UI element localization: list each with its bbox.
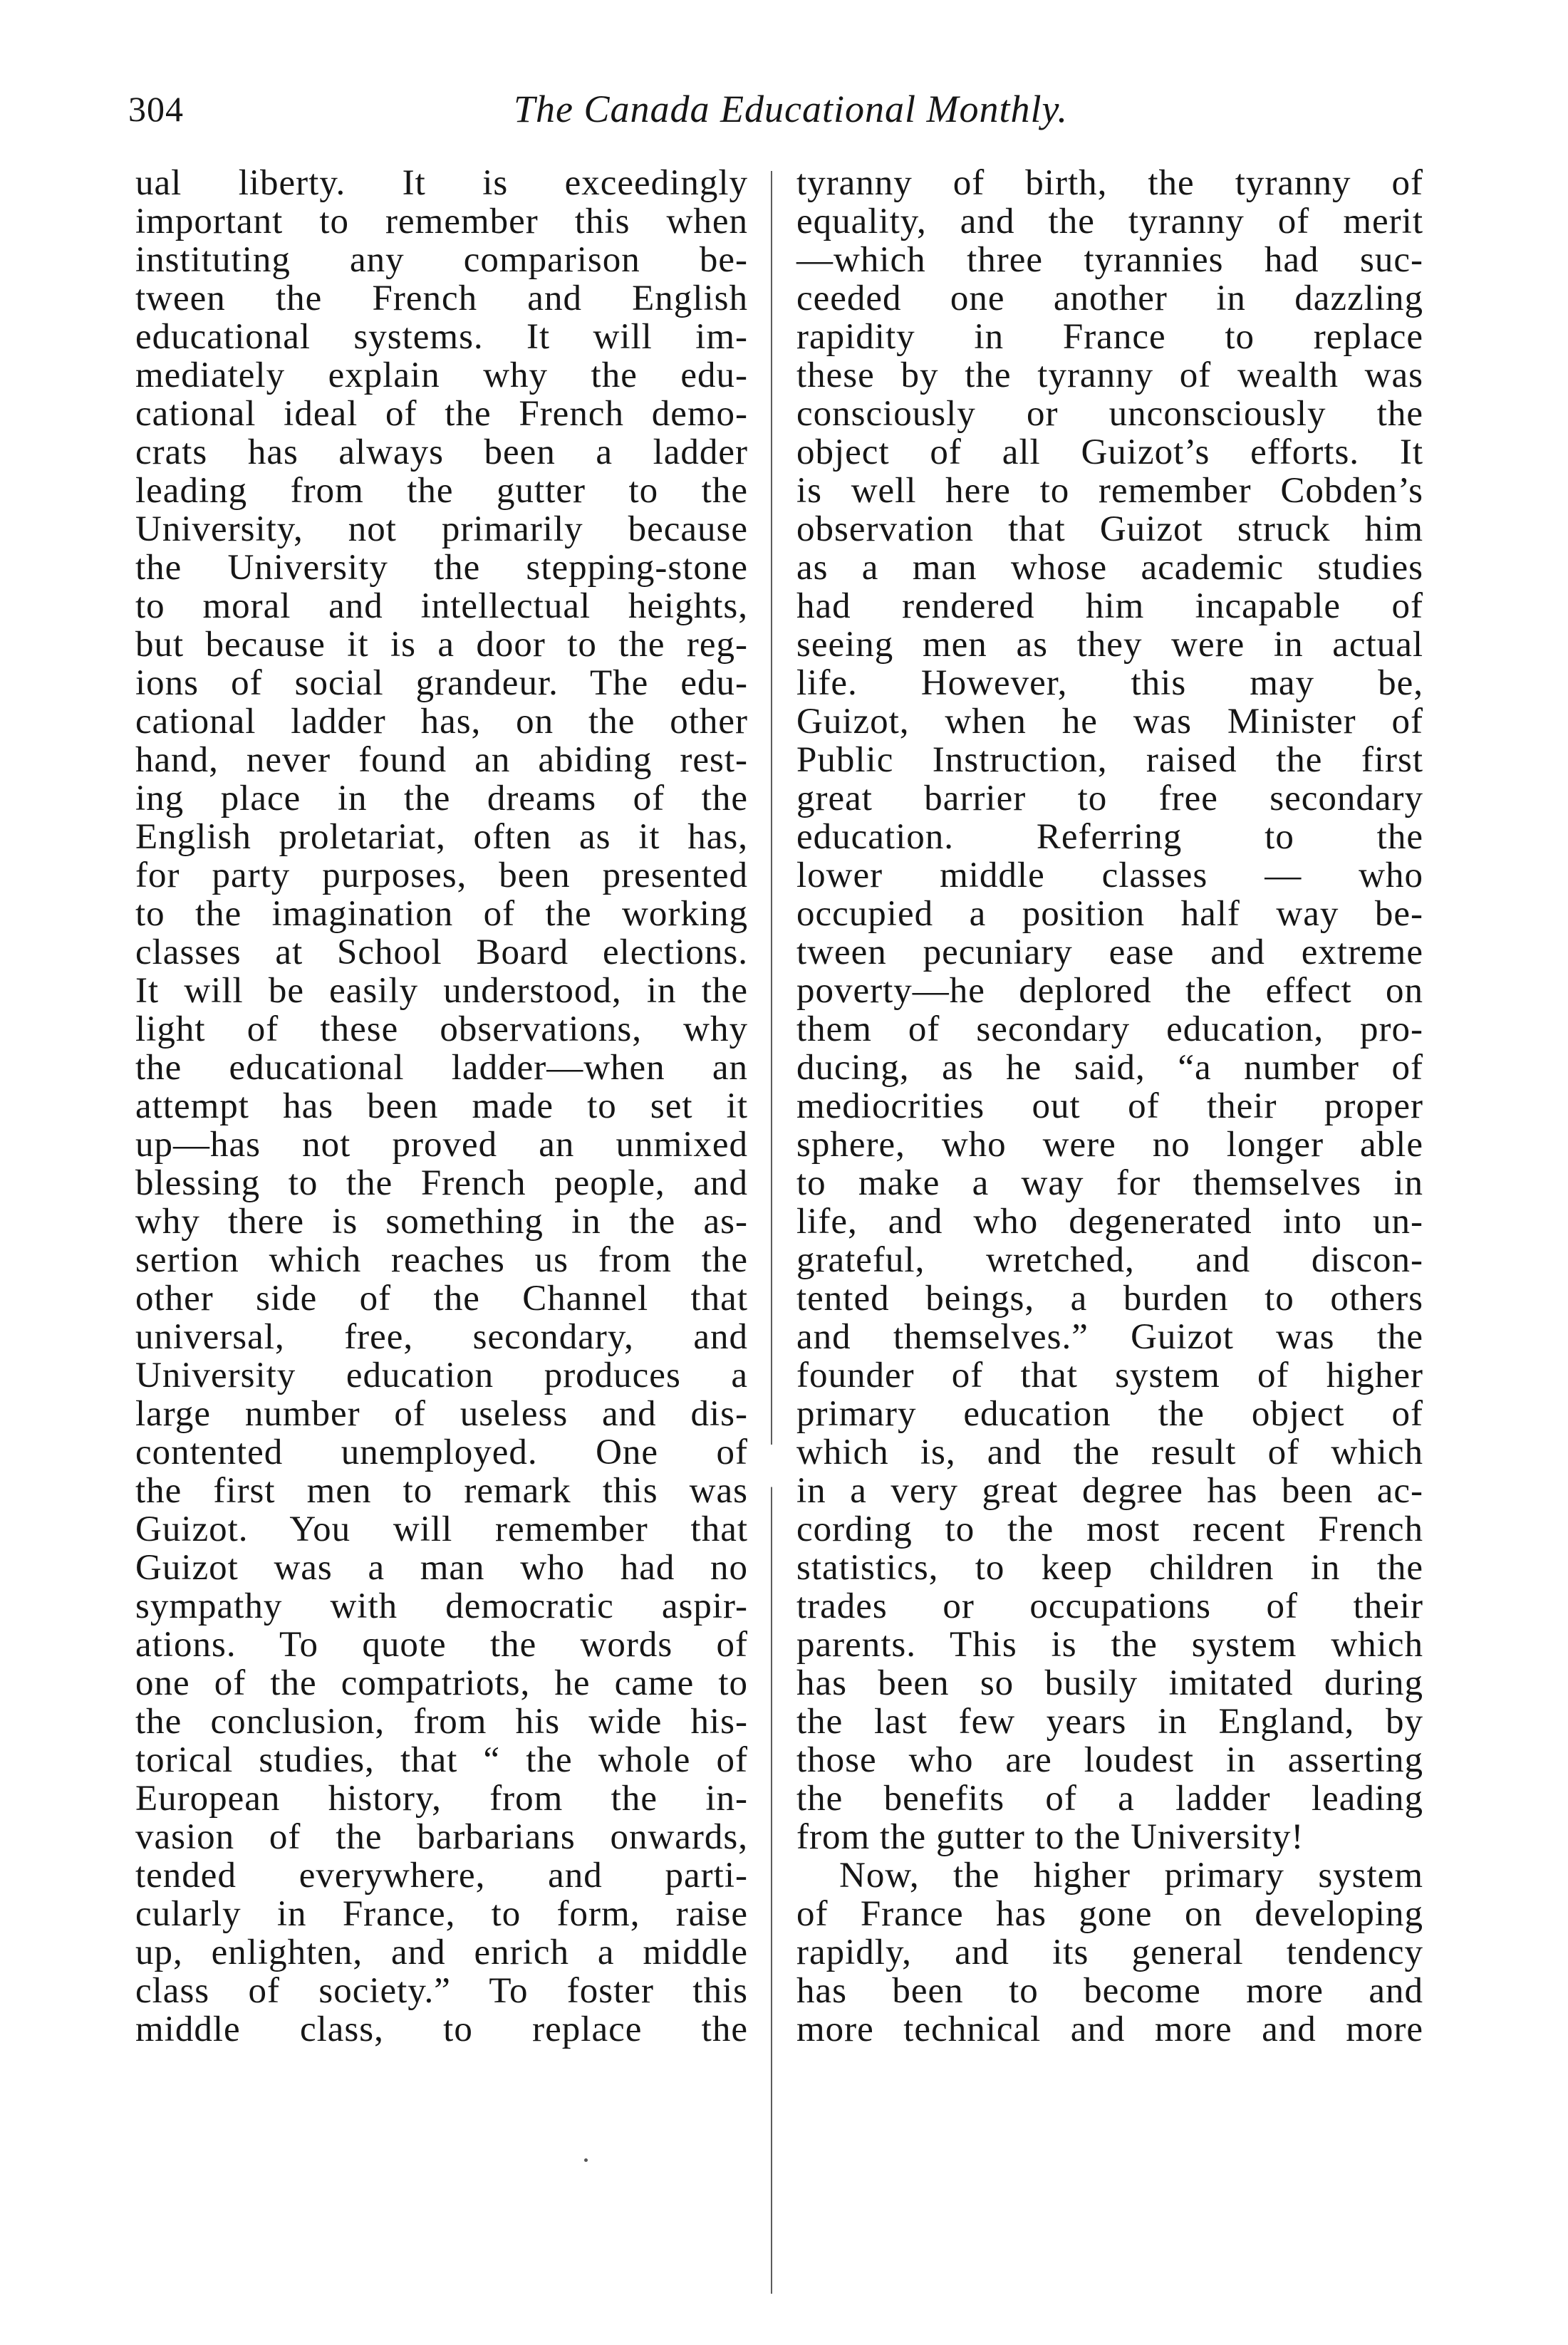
text-line: tween pecuniary ease and extreme (796, 932, 1423, 972)
text-line: sertion which reaches us from the (135, 1240, 748, 1280)
text-line: the first men to remark this was (135, 1471, 748, 1511)
column-divider (771, 171, 772, 2294)
text-line: education. Referring to the (796, 817, 1423, 857)
text-line: has been to become more and (796, 1971, 1423, 2011)
text-line: which is, and the result of which (796, 1433, 1423, 1472)
text-line: observation that Guizot struck him (796, 509, 1423, 549)
text-line: other side of the Channel that (135, 1279, 748, 1319)
text-line: those who are loudest in asserting (796, 1740, 1423, 1780)
page-number: 304 (128, 89, 184, 129)
text-line: Public Instruction, raised the first (796, 740, 1423, 780)
text-line: more technical and more and more (796, 2009, 1423, 2049)
text-line: seeing men as they were in actual (796, 625, 1423, 665)
text-line: the last few years in England, by (796, 1702, 1423, 1742)
text-line: ual liberty. It is exceedingly (135, 163, 748, 203)
text-line: educational systems. It will im- (135, 317, 748, 357)
text-line: cording to the most recent French (796, 1509, 1423, 1549)
text-line: sphere, who were no longer able (796, 1125, 1423, 1165)
text-line: has been so busily imitated during (796, 1663, 1423, 1703)
text-line: sympathy with democratic aspir- (135, 1586, 748, 1626)
text-line: for party purposes, been presented (135, 856, 748, 895)
text-line: the conclusion, from his wide his- (135, 1702, 748, 1742)
text-line: torical studies, that “ the whole of (135, 1740, 748, 1780)
text-line: one of the compatriots, he came to (135, 1663, 748, 1703)
text-line: tended everywhere, and parti- (135, 1856, 748, 1896)
text-line: them of secondary education, pro- (796, 1009, 1423, 1049)
text-line: equality, and the tyranny of merit (796, 202, 1423, 241)
text-line: middle class, to replace the (135, 2009, 748, 2049)
text-line: crats has always been a ladder (135, 432, 748, 472)
text-line: cularly in France, to form, raise (135, 1894, 748, 1934)
text-line: light of these observations, why (135, 1009, 748, 1049)
text-line: University education produces a (135, 1356, 748, 1395)
text-line: the benefits of a ladder leading (796, 1779, 1423, 1819)
right-text-column (796, 164, 1423, 2049)
text-line: attempt has been made to set it (135, 1086, 748, 1126)
text-line: why there is something in the as- (135, 1202, 748, 1242)
text-line: up, enlighten, and enrich a middle (135, 1933, 748, 1972)
text-line: founder of that system of higher (796, 1356, 1423, 1395)
text-line: ations. To quote the words of (135, 1625, 748, 1665)
text-line: Guizot, when he was Minister of (796, 702, 1423, 742)
text-line: grateful, wretched, and discon- (796, 1240, 1423, 1280)
text-line: instituting any comparison be- (135, 240, 748, 280)
running-title: The Canada Educational Monthly. (514, 88, 1068, 130)
text-line: statistics, to keep children in the (796, 1548, 1423, 1588)
text-line: trades or occupations of their (796, 1586, 1423, 1626)
text-line: classes at School Board elections. (135, 932, 748, 972)
text-line: English proletariat, often as it has, (135, 817, 748, 857)
text-line: great barrier to free secondary (796, 779, 1423, 818)
text-line: as a man whose academic studies (796, 548, 1423, 588)
text-line: cational ladder has, on the other (135, 702, 748, 742)
text-line: —which three tyrannies had suc- (796, 240, 1423, 280)
text-line: tyranny of birth, the tyranny of (796, 163, 1423, 203)
text-line: Now, the higher primary system (839, 1856, 1423, 1896)
left-text-column (135, 164, 748, 2049)
text-line: and themselves.” Guizot was the (796, 1317, 1423, 1357)
text-line: poverty—he deplored the effect on (796, 971, 1423, 1011)
text-line: hand, never found an abiding rest- (135, 740, 748, 780)
text-line: life. However, this may be, (796, 663, 1423, 703)
text-line: the educational ladder—when an (135, 1048, 748, 1088)
text-line: in a very great degree has been ac- (796, 1471, 1423, 1511)
text-line: University, not primarily because (135, 509, 748, 549)
text-line: but because it is a door to the reg- (135, 625, 748, 665)
text-line: of France has gone on developing (796, 1894, 1423, 1934)
text-line: tween the French and English (135, 279, 748, 318)
text-line: object of all Guizot’s efforts. It (796, 432, 1423, 472)
text-line: mediocrities out of their proper (796, 1086, 1423, 1126)
text-line: cational ideal of the French demo- (135, 394, 748, 434)
text-line: European history, from the in- (135, 1779, 748, 1819)
text-line: to moral and intellectual heights, (135, 586, 748, 626)
text-line: the University the stepping-stone (135, 548, 748, 588)
text-line: ing place in the dreams of the (135, 779, 748, 818)
text-line: rapidity in France to replace (796, 317, 1423, 357)
text-line: rapidly, and its general tendency (796, 1933, 1423, 1972)
text-line: vasion of the barbarians onwards, (135, 1817, 748, 1857)
text-line: to make a way for themselves in (796, 1163, 1423, 1203)
text-line: universal, free, secondary, and (135, 1317, 748, 1357)
text-line: leading from the gutter to the (135, 471, 748, 511)
text-line: primary education the object of (796, 1394, 1423, 1434)
text-line: occupied a position half way be- (796, 894, 1423, 934)
text-line: is well here to remember Cobden’s (796, 471, 1423, 511)
text-line: parents. This is the system which (796, 1625, 1423, 1665)
text-line: contented unemployed. One of (135, 1433, 748, 1472)
text-line: tented beings, a burden to others (796, 1279, 1423, 1319)
text-line: Guizot. You will remember that (135, 1509, 748, 1549)
text-line: life, and who degenerated into un- (796, 1202, 1423, 1242)
text-line: important to remember this when (135, 202, 748, 241)
text-line: ducing, as he said, “a number of (796, 1048, 1423, 1088)
text-line: consciously or unconsciously the (796, 394, 1423, 434)
text-line: lower middle classes — who (796, 856, 1423, 895)
text-line: from the gutter to the University! (796, 1817, 1304, 1857)
text-line: had rendered him incapable of (796, 586, 1423, 626)
text-line: Guizot was a man who had no (135, 1548, 748, 1588)
print-speck (584, 2158, 588, 2162)
text-line: ions of social grandeur. The edu- (135, 663, 748, 703)
text-line: large number of useless and dis- (135, 1394, 748, 1434)
text-line: ceeded one another in dazzling (796, 279, 1423, 318)
text-line: blessing to the French people, and (135, 1163, 748, 1203)
text-line: mediately explain why the edu- (135, 355, 748, 395)
text-line: up—has not proved an unmixed (135, 1125, 748, 1165)
text-line: It will be easily understood, in the (135, 971, 748, 1011)
text-line: class of society.” To foster this (135, 1971, 748, 2011)
text-line: to the imagination of the working (135, 894, 748, 934)
text-line: these by the tyranny of wealth was (796, 355, 1423, 395)
page-header (128, 84, 1453, 134)
